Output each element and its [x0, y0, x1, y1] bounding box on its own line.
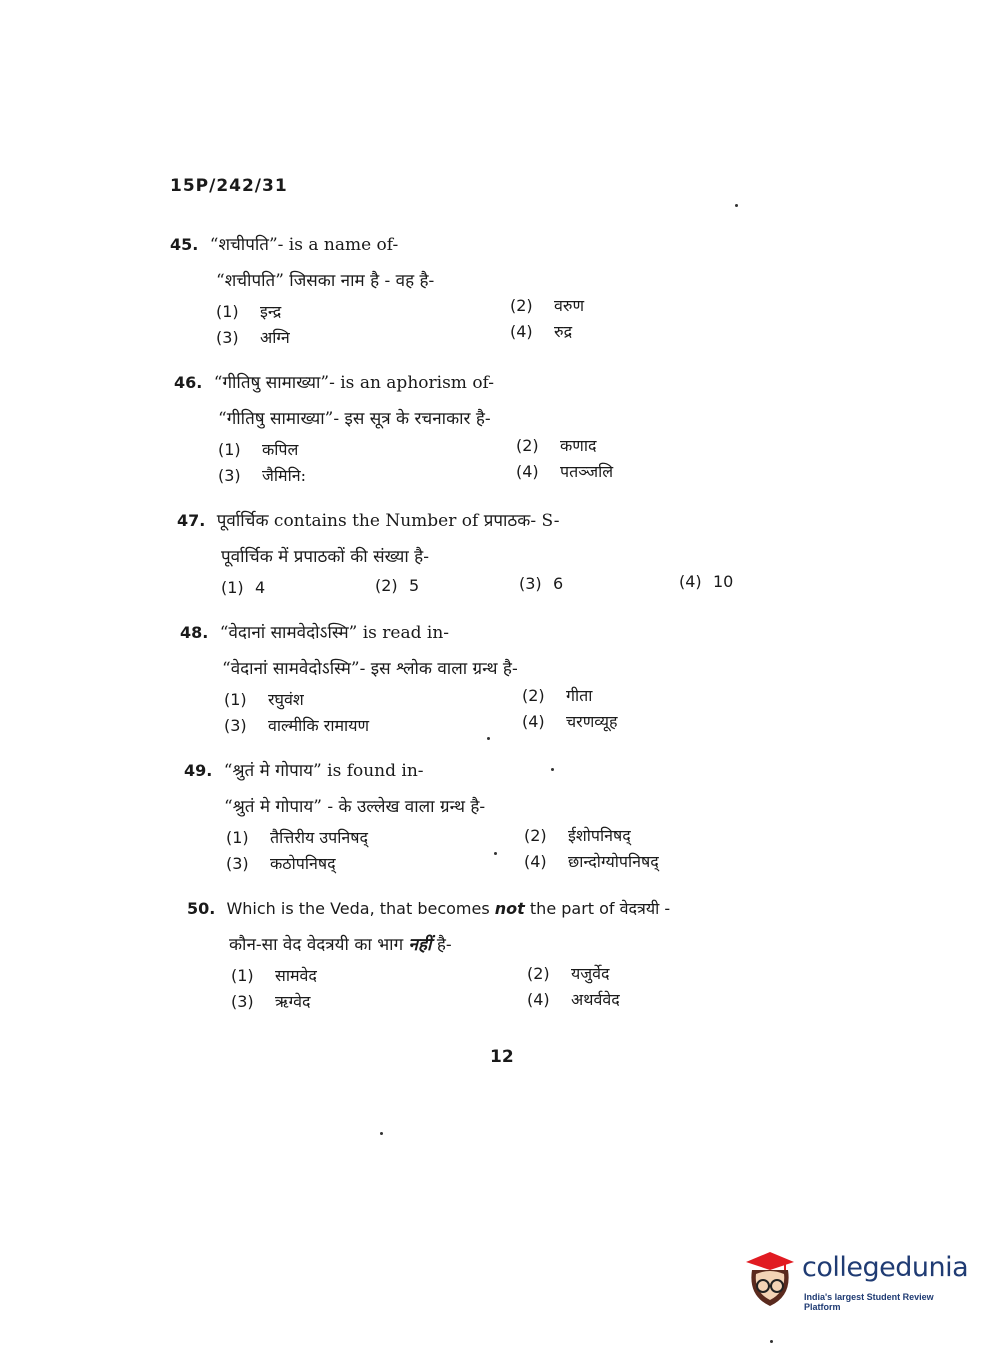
question-text-english: “श्रुतं मे गोपाय” is found in-	[223, 761, 424, 781]
option-3: (3) वाल्मीकि रामायण	[224, 716, 370, 735]
options	[216, 296, 790, 354]
option-4: (4) 10	[679, 572, 734, 591]
emphasis-nahin: नहीं	[408, 935, 432, 955]
question-number: 47.	[177, 511, 206, 530]
collegedunia-watermark	[740, 1248, 970, 1318]
option-4: (4) अथर्ववेद	[527, 990, 620, 1009]
option-1: (1) इन्द्र	[216, 302, 282, 321]
options	[224, 688, 800, 742]
question-48	[180, 620, 800, 742]
scan-speck	[487, 737, 490, 740]
question-text-hindi: “शचीपति” जिसका नाम है - वह है-	[216, 271, 435, 291]
question-text-hindi: “गीतिषु सामाख्या”- इस सूत्र के रचनाकार है-	[218, 409, 491, 429]
scan-speck	[735, 204, 738, 207]
option-1: (1) तैत्तिरीय उपनिषद्	[226, 828, 368, 847]
options	[221, 572, 777, 606]
question-number: 50.	[187, 899, 216, 918]
brand-tagline: India's largest Student Review Platform	[804, 1292, 934, 1312]
option-2: (2) वरुण	[510, 296, 585, 315]
page-number: 12	[490, 1047, 514, 1067]
question-46	[174, 370, 794, 492]
options	[218, 438, 794, 492]
option-1: (1) कपिल	[218, 440, 299, 459]
question-text-hindi: कौन-सा वेद वेदत्रयी का भाग नहीं है-	[229, 935, 452, 955]
question-text-english: Which is the Veda, that becomes not the part of वेदत्रयी -	[226, 899, 671, 918]
question-text-english: “वेदानां सामवेदोऽस्मि” is read in-	[219, 623, 450, 643]
option-1: (1) 4	[221, 578, 266, 597]
option-4: (4) छान्दोग्योपनिषद्	[524, 852, 659, 871]
question-number: 48.	[180, 623, 209, 642]
option-4: (4) चरणव्यूह	[522, 712, 618, 731]
options	[226, 826, 804, 880]
question-text-english: “शचीपति”- is a name of-	[209, 235, 399, 255]
question-47	[177, 508, 777, 606]
option-2: (2) यजुर्वेद	[527, 964, 610, 983]
collegedunia-mascot-icon	[740, 1248, 800, 1312]
scan-speck	[551, 768, 554, 771]
option-2: (2) गीता	[522, 686, 593, 705]
option-3: (3) कठोपनिषद्	[226, 854, 336, 873]
question-text-hindi: “वेदानां सामवेदोऽस्मि”- इस श्लोक वाला ग्रन्थ है-	[222, 659, 518, 679]
scan-speck	[494, 852, 497, 855]
brand-name: collegedunia	[802, 1252, 969, 1283]
option-2: (2) ईशोपनिषद्	[524, 826, 631, 845]
option-2: (2) 5	[375, 576, 420, 595]
question-49	[184, 758, 804, 880]
question-number: 49.	[184, 761, 213, 780]
question-number: 46.	[174, 373, 203, 392]
question-50	[187, 896, 747, 1018]
scan-speck	[380, 1132, 383, 1135]
option-3: (3) जैमिनि:	[218, 466, 306, 485]
option-4: (4) रुद्र	[510, 322, 573, 341]
emphasis-not: not	[494, 899, 525, 918]
option-3: (3) ऋग्वेद	[231, 992, 311, 1011]
question-number: 45.	[170, 235, 199, 254]
scan-speck	[770, 1340, 773, 1343]
paper-code: 15P/242/31	[170, 176, 288, 196]
option-1: (1) सामवेद	[231, 966, 317, 985]
question-text-hindi: पूर्वार्चिक में प्रपाठकों की संख्या है-	[221, 547, 429, 567]
option-4: (4) पतञ्जलि	[516, 462, 614, 481]
question-text-english: “गीतिषु सामाख्या”- is an aphorism of-	[213, 373, 494, 393]
question-text-hindi: “श्रुतं मे गोपाय” - के उल्लेख वाला ग्रन्थ है-	[224, 797, 486, 817]
option-2: (2) कणाद	[516, 436, 597, 455]
question-45	[170, 232, 790, 354]
question-text-english: पूर्वार्चिक contains the Number of प्रपाठक- S-	[216, 511, 560, 531]
option-3: (3) 6	[519, 574, 564, 593]
option-3: (3) अग्नि	[216, 328, 290, 347]
option-1: (1) रघुवंश	[224, 690, 304, 709]
options	[231, 964, 747, 1018]
